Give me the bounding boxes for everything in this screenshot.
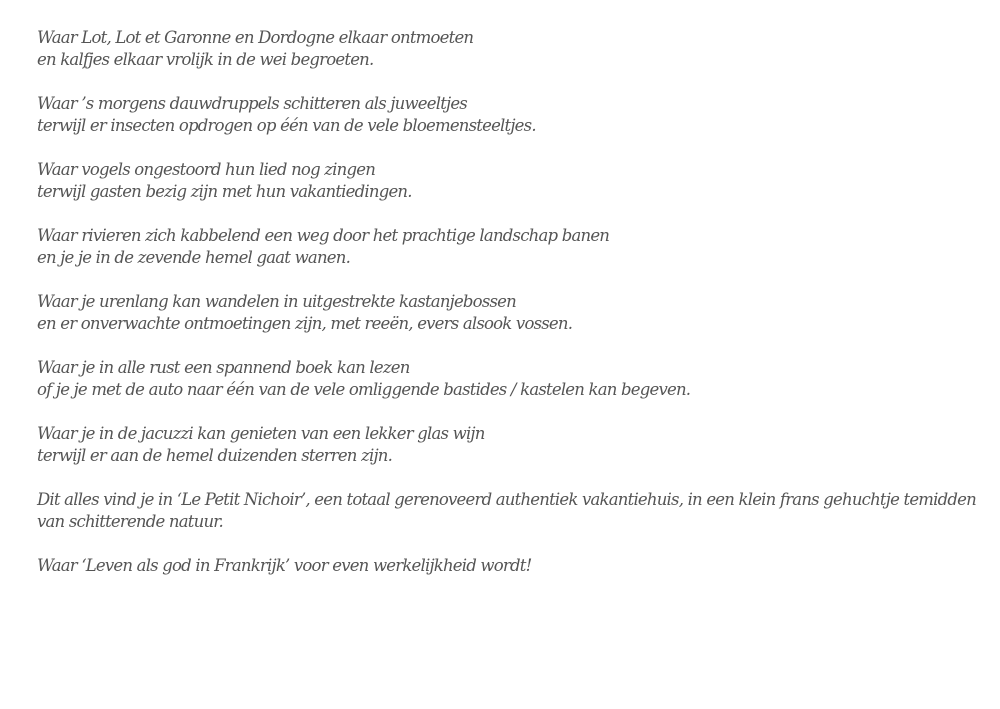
poem-line: terwijl er insecten opdrogen op één van de vele bloemensteeltjes. (37, 116, 536, 135)
stanza-8 (37, 489, 976, 533)
poem-closing-line: Waar ‘Leven als god in Frankrijk’ voor even werkelijkheid wordt! (37, 556, 532, 575)
poem-line: van schitterende natuur. (37, 512, 223, 531)
poem-line: Waar vogels ongestoord hun lied nog zingen (37, 160, 376, 179)
poem-line: Waar rivieren zich kabbelend een weg door het prachtige landschap banen (37, 226, 610, 245)
stanza-6 (37, 357, 970, 401)
stanza-4 (37, 225, 970, 269)
stanza-7 (37, 423, 970, 467)
poem-line: Waar je in de jacuzzi kan genieten van een lekker glas wijn (37, 424, 485, 443)
poem-line: Waar Lot, Lot et Garonne en Dordogne elkaar ontmoeten (37, 28, 474, 47)
stanza-9 (37, 555, 970, 577)
poem-line: en je je in de zevende hemel gaat wanen. (37, 248, 351, 267)
poem-line: Waar je in alle rust een spannend boek kan lezen (37, 358, 410, 377)
poem-line: en er onverwachte ontmoetingen zijn, met reeën, evers alsook vossen. (37, 314, 573, 333)
poem-line: terwijl er aan de hemel duizenden sterren zijn. (37, 446, 393, 465)
poem-line: Waar je urenlang kan wandelen in uitgestrekte kastanjebossen (37, 292, 516, 311)
poem-line: of je je met de auto naar één van de vele omliggende bastides / kastelen kan begeven. (37, 380, 691, 399)
stanza-2 (37, 93, 970, 137)
poem-line: Dit alles vind je in ‘Le Petit Nichoir’, een totaal gerenoveerd authentiek vakantiehuis, in een klein frans gehuchtje temidden (37, 490, 976, 509)
poem-line: en kalfjes elkaar vrolijk in de wei begroeten. (37, 50, 374, 69)
poem-line: Waar ’s morgens dauwdruppels schitteren als juweeltjes (37, 94, 467, 113)
stanza-3 (37, 159, 970, 203)
poem-line: terwijl gasten bezig zijn met hun vakantiedingen. (37, 182, 412, 201)
stanza-5 (37, 291, 970, 335)
stanza-1 (37, 27, 970, 71)
